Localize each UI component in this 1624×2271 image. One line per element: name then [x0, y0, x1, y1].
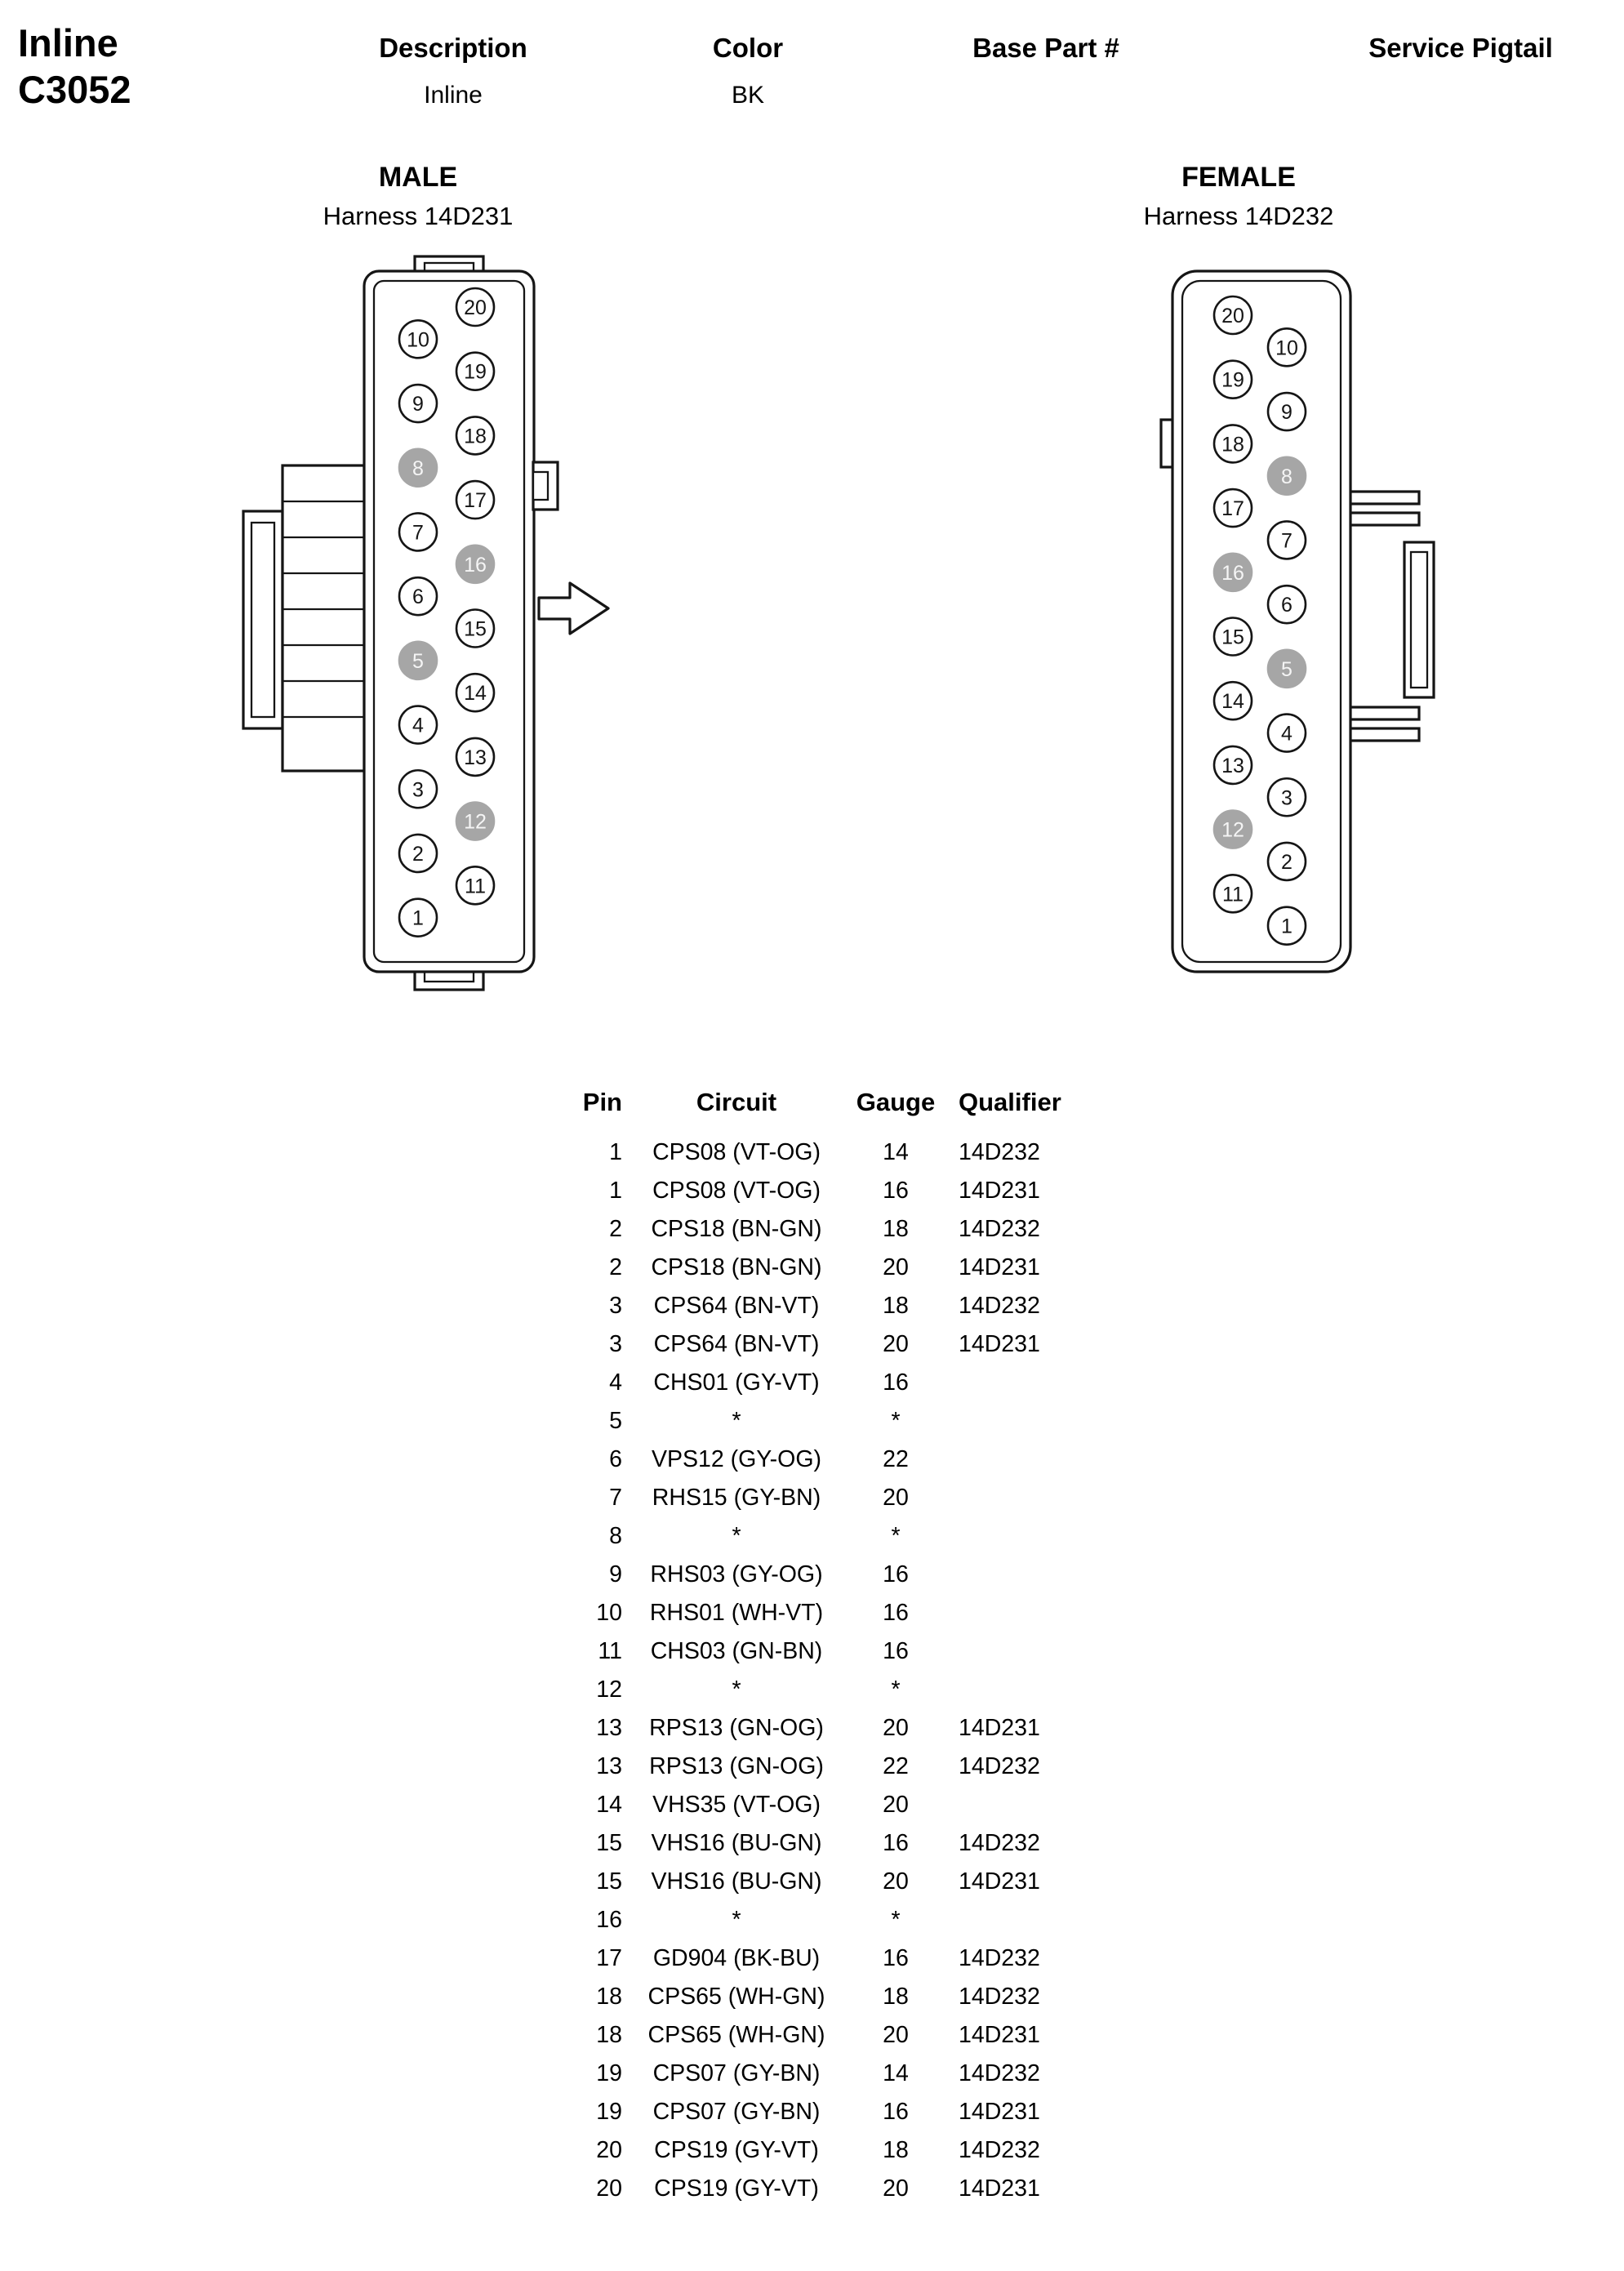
gauge-cell: 20: [883, 1868, 909, 1895]
pin-7: [1268, 521, 1306, 559]
table-row: [572, 2170, 1079, 2208]
female-right-mount: [1404, 542, 1434, 697]
pin-11: [1214, 875, 1252, 912]
table-row: [572, 1479, 1079, 1517]
pin-number: 2: [1281, 850, 1293, 874]
circuit-cell: CPS65 (WH-GN): [647, 2022, 825, 2048]
pin-number: 10: [407, 328, 429, 352]
pin-cell: 17: [596, 1945, 622, 1971]
qualifier-cell: 14D232: [959, 1753, 1040, 1779]
male-title: MALE: [378, 162, 458, 193]
pin-number: 11: [465, 875, 486, 898]
table-row: [572, 1594, 1079, 1632]
gauge-cell: 18: [883, 1984, 909, 2010]
pin-7: [399, 513, 437, 550]
pin-2: [1268, 843, 1306, 880]
circuit-header: Circuit: [696, 1088, 777, 1116]
female-body-inner: [1182, 281, 1341, 962]
table-row: [572, 1709, 1079, 1748]
pin-number: 5: [412, 649, 424, 673]
table-row: [572, 1402, 1079, 1441]
pin-10: [1268, 328, 1306, 366]
pin-cell: 2: [609, 1216, 622, 1242]
description-label: Description: [379, 33, 527, 63]
circuit-cell: VHS35 (VT-OG): [652, 1792, 821, 1818]
table-row: [572, 1172, 1079, 1210]
gauge-cell: *: [891, 1677, 901, 1703]
circuit-cell: CPS07 (GY-BN): [652, 2060, 821, 2086]
pin-3: [1268, 778, 1306, 816]
circuit-cell: GD904 (BK-BU): [652, 1945, 821, 1971]
pin-cell: 19: [596, 2060, 622, 2086]
qualifier-cell: 14D232: [959, 1139, 1040, 1165]
pin-header: Pin: [582, 1088, 622, 1116]
pin-cell: 16: [596, 1907, 622, 1933]
qualifier-cell: 14D232: [959, 1216, 1040, 1242]
pin-12: [456, 803, 494, 840]
pin-number: 17: [464, 489, 487, 513]
connector-id: [18, 20, 131, 114]
qualifier-cell: 14D231: [959, 1868, 1040, 1895]
pin-cell: 5: [609, 1408, 622, 1434]
pin-number: 9: [1281, 401, 1293, 425]
pin-number: 8: [1281, 465, 1293, 488]
pin-18: [456, 416, 494, 454]
pin-number: 8: [412, 456, 424, 480]
circuit-cell: CPS64 (BN-VT): [653, 1331, 820, 1357]
table-row: [572, 1287, 1079, 1325]
pin-5: [399, 642, 437, 679]
pin-cell: 18: [596, 1984, 622, 2010]
pin-number: 10: [1275, 336, 1298, 360]
female-title-block: [1116, 162, 1361, 231]
pin-number: 19: [1221, 368, 1244, 392]
table-row: [572, 1978, 1079, 2016]
pin-cell: 13: [596, 1753, 622, 1779]
qualifier-cell: 14D232: [959, 2060, 1040, 2086]
circuit-cell: RHS15 (GY-BN): [652, 1485, 821, 1511]
gauge-header: Gauge: [856, 1088, 936, 1116]
table-row: [572, 1824, 1079, 1863]
pin-number: 15: [1221, 626, 1244, 649]
pin-cell: 2: [609, 1254, 622, 1280]
male-latch: [533, 462, 558, 510]
pin-cell: 3: [609, 1293, 622, 1319]
gauge-cell: 16: [883, 1830, 909, 1856]
pin-number: 3: [1281, 786, 1293, 810]
pin-cell: 18: [596, 2022, 622, 2048]
table-row: [572, 1210, 1079, 1249]
pin-13: [1214, 746, 1252, 784]
color-value: BK: [731, 82, 765, 109]
gauge-cell: 20: [883, 1331, 909, 1357]
qualifier-cell: 14D232: [959, 1830, 1040, 1856]
service-pigtail-label: Service Pigtail: [1368, 33, 1553, 63]
pin-number: 14: [464, 682, 487, 706]
gauge-cell: 14: [883, 1139, 909, 1165]
pin-15: [1214, 618, 1252, 656]
connector-id-line2: C3052: [18, 68, 131, 112]
table-row: [572, 1748, 1079, 1786]
circuit-cell: *: [732, 1907, 741, 1933]
table-row: [572, 1133, 1079, 1172]
circuit-cell: CHS01 (GY-VT): [653, 1369, 820, 1396]
circuit-cell: CPS08 (VT-OG): [652, 1178, 821, 1204]
gauge-cell: 22: [883, 1446, 909, 1472]
pin-4: [399, 706, 437, 744]
gauge-cell: 20: [883, 1792, 909, 1818]
circuit-cell: CPS18 (BN-GN): [651, 1216, 822, 1242]
qualifier-cell: 14D232: [959, 2137, 1040, 2163]
pin-cell: 20: [596, 2137, 622, 2163]
table-row: [572, 1441, 1079, 1479]
pin-cell: 8: [609, 1523, 622, 1549]
pin-number: 18: [464, 425, 487, 448]
male-connector-diagram: [237, 252, 621, 1011]
circuit-cell: *: [732, 1677, 741, 1703]
pin-number: 7: [1281, 529, 1293, 553]
qualifier-cell: 14D231: [959, 1331, 1040, 1357]
pin-6: [399, 577, 437, 615]
gauge-cell: 20: [883, 2022, 909, 2048]
qualifier-header: Qualifier: [959, 1088, 1061, 1116]
gauge-cell: *: [891, 1907, 901, 1933]
circuit-cell: CPS19 (GY-VT): [654, 2175, 819, 2202]
pin-number: 1: [1281, 915, 1293, 938]
description-value: Inline: [424, 82, 483, 109]
circuit-cell: *: [732, 1523, 741, 1549]
pin-15: [456, 610, 494, 648]
gauge-cell: 16: [883, 1945, 909, 1971]
circuit-cell: RHS01 (WH-VT): [649, 1600, 824, 1626]
pin-cell: 11: [598, 1638, 622, 1664]
table-row: [572, 1863, 1079, 1901]
pin-3: [399, 770, 437, 808]
circuit-cell: CPS64 (BN-VT): [653, 1293, 820, 1319]
circuit-cell: CPS19 (GY-VT): [654, 2137, 819, 2163]
gauge-cell: 16: [883, 1178, 909, 1204]
pin-20: [1214, 296, 1252, 334]
gauge-cell: 16: [883, 1561, 909, 1587]
pin-cell: 6: [609, 1446, 622, 1472]
gauge-cell: 16: [883, 1638, 909, 1664]
pin-19: [1214, 361, 1252, 399]
circuit-cell: RHS03 (GY-OG): [650, 1561, 823, 1587]
qualifier-cell: 14D232: [959, 1293, 1040, 1319]
pin-cell: 20: [596, 2175, 622, 2202]
table-row: [572, 1632, 1079, 1671]
pin-18: [1214, 425, 1252, 462]
header-col-color: [625, 33, 870, 111]
table-row: [572, 1786, 1079, 1824]
pin-table-header: [572, 1088, 1079, 1133]
female-harness: Harness 14D232: [1143, 202, 1334, 230]
qualifier-cell: 14D231: [959, 2175, 1040, 2202]
table-row: [572, 1556, 1079, 1594]
pin-2: [399, 835, 437, 872]
gauge-cell: 18: [883, 2137, 909, 2163]
circuit-cell: CPS18 (BN-GN): [651, 1254, 822, 1280]
gauge-cell: 16: [883, 1369, 909, 1396]
pin-cell: 4: [609, 1369, 622, 1396]
mating-direction-arrow-icon: [539, 583, 608, 634]
circuit-cell: VPS12 (GY-OG): [651, 1446, 822, 1472]
pin-cell: 1: [609, 1178, 622, 1204]
pin-number: 16: [1221, 561, 1244, 585]
pin-5: [1268, 650, 1306, 688]
pin-1: [1268, 907, 1306, 945]
header-col-description: [306, 33, 600, 111]
gauge-cell: *: [891, 1523, 901, 1549]
table-row: [572, 1939, 1079, 1978]
pin-cell: 9: [609, 1561, 622, 1587]
circuit-cell: CPS07 (GY-BN): [652, 2099, 821, 2125]
gauge-cell: *: [891, 1408, 901, 1434]
qualifier-cell: 14D231: [959, 1178, 1040, 1204]
pin-19: [456, 353, 494, 390]
gauge-cell: 18: [883, 1293, 909, 1319]
pin-13: [456, 738, 494, 776]
gauge-cell: 16: [883, 2099, 909, 2125]
pin-number: 18: [1221, 433, 1244, 456]
pin-11: [456, 866, 494, 904]
circuit-cell: VHS16 (BU-GN): [651, 1830, 822, 1856]
circuit-cell: RPS13 (GN-OG): [649, 1715, 824, 1741]
pin-6: [1268, 586, 1306, 623]
pin-number: 12: [464, 810, 487, 834]
table-row: [572, 2055, 1079, 2093]
service-pigtail-value: [1314, 82, 1608, 111]
pin-cell: 15: [596, 1868, 622, 1895]
pin-number: 6: [1281, 594, 1293, 617]
pin-16: [1214, 554, 1252, 591]
pin-number: 3: [412, 778, 424, 802]
gauge-cell: 18: [883, 1216, 909, 1242]
pin-9: [399, 385, 437, 422]
circuit-cell: *: [732, 1408, 741, 1434]
table-row: [572, 1325, 1079, 1364]
pin-number: 16: [464, 553, 487, 577]
male-harness: Harness 14D231: [323, 202, 514, 230]
female-connector-diagram: [1159, 252, 1445, 1011]
table-row: [572, 1517, 1079, 1556]
circuit-cell: RPS13 (GN-OG): [649, 1753, 824, 1779]
pin-8: [399, 449, 437, 487]
pin-number: 20: [1221, 305, 1244, 327]
pin-cell: 13: [596, 1715, 622, 1741]
pin-8: [1268, 457, 1306, 495]
pin-9: [1268, 393, 1306, 430]
pin-number: 15: [464, 617, 487, 641]
qualifier-cell: 14D232: [959, 1984, 1040, 2010]
qualifier-cell: 14D231: [959, 1254, 1040, 1280]
pin-17: [1214, 489, 1252, 527]
pin-17: [456, 481, 494, 519]
pin-cell: 12: [596, 1677, 622, 1703]
male-title-block: [296, 162, 541, 231]
pin-12: [1214, 811, 1252, 848]
female-title: FEMALE: [1181, 162, 1296, 193]
gauge-cell: 20: [883, 1715, 909, 1741]
pin-number: 6: [412, 586, 424, 609]
gauge-cell: 14: [883, 2060, 909, 2086]
base-part-value: [899, 82, 1193, 111]
table-row: [572, 1671, 1079, 1709]
pin-number: 14: [1221, 690, 1244, 714]
pin-4: [1268, 715, 1306, 752]
pin-number: 11: [1222, 883, 1244, 906]
pin-number: 20: [464, 296, 487, 319]
circuit-cell: CPS08 (VT-OG): [652, 1139, 821, 1165]
pin-cell: 19: [596, 2099, 622, 2125]
circuit-cell: CHS03 (GN-BN): [650, 1638, 823, 1664]
pin-14: [456, 674, 494, 711]
table-row: [572, 2131, 1079, 2170]
table-row: [572, 2093, 1079, 2131]
gauge-cell: 20: [883, 1485, 909, 1511]
pin-number: 5: [1281, 657, 1293, 681]
qualifier-cell: 14D231: [959, 2099, 1040, 2125]
gauge-cell: 16: [883, 1600, 909, 1626]
header-col-base-part: [899, 33, 1193, 111]
pin-number: 7: [412, 521, 424, 545]
gauge-cell: 20: [883, 1254, 909, 1280]
pin-cell: 10: [596, 1600, 622, 1626]
pin-number: 2: [412, 842, 424, 866]
male-body-inner: [374, 281, 524, 962]
connector-id-line1: Inline: [18, 21, 118, 65]
circuit-cell: CPS65 (WH-GN): [647, 1984, 825, 2010]
pin-cell: 14: [596, 1792, 622, 1818]
color-label: Color: [712, 33, 784, 63]
pin-1: [399, 899, 437, 937]
table-row: [572, 1901, 1079, 1939]
pin-number: 19: [464, 360, 487, 384]
base-part-label: Base Part #: [972, 33, 1119, 63]
circuit-cell: VHS16 (BU-GN): [651, 1868, 822, 1895]
pin-cell: 7: [609, 1485, 622, 1511]
qualifier-cell: 14D231: [959, 1715, 1040, 1741]
pin-number: 17: [1221, 497, 1244, 521]
pin-cell: 3: [609, 1331, 622, 1357]
table-row: [572, 1364, 1079, 1402]
pin-number: 9: [412, 393, 424, 416]
pin-10: [399, 320, 437, 358]
pin-16: [456, 545, 494, 583]
gauge-cell: 22: [883, 1753, 909, 1779]
pin-14: [1214, 682, 1252, 719]
pin-table-body: [572, 1133, 1079, 2208]
pin-cell: 1: [609, 1139, 622, 1165]
qualifier-cell: 14D231: [959, 2022, 1040, 2048]
pin-20: [456, 288, 494, 326]
pin-number: 1: [412, 906, 424, 930]
male-left-bracket: [283, 465, 364, 771]
pin-number: 12: [1221, 818, 1244, 842]
qualifier-cell: 14D232: [959, 1945, 1040, 1971]
pin-number: 13: [464, 746, 487, 769]
table-row: [572, 1249, 1079, 1287]
pin-cell: 15: [596, 1830, 622, 1856]
pin-table: [572, 1088, 1079, 2208]
gauge-cell: 20: [883, 2175, 909, 2202]
pin-number: 13: [1221, 754, 1244, 777]
pin-number: 4: [412, 714, 424, 737]
table-row: [572, 2016, 1079, 2055]
pin-number: 4: [1281, 722, 1293, 746]
header-col-service-pigtail: [1314, 33, 1608, 111]
male-left-mount: [243, 511, 283, 728]
